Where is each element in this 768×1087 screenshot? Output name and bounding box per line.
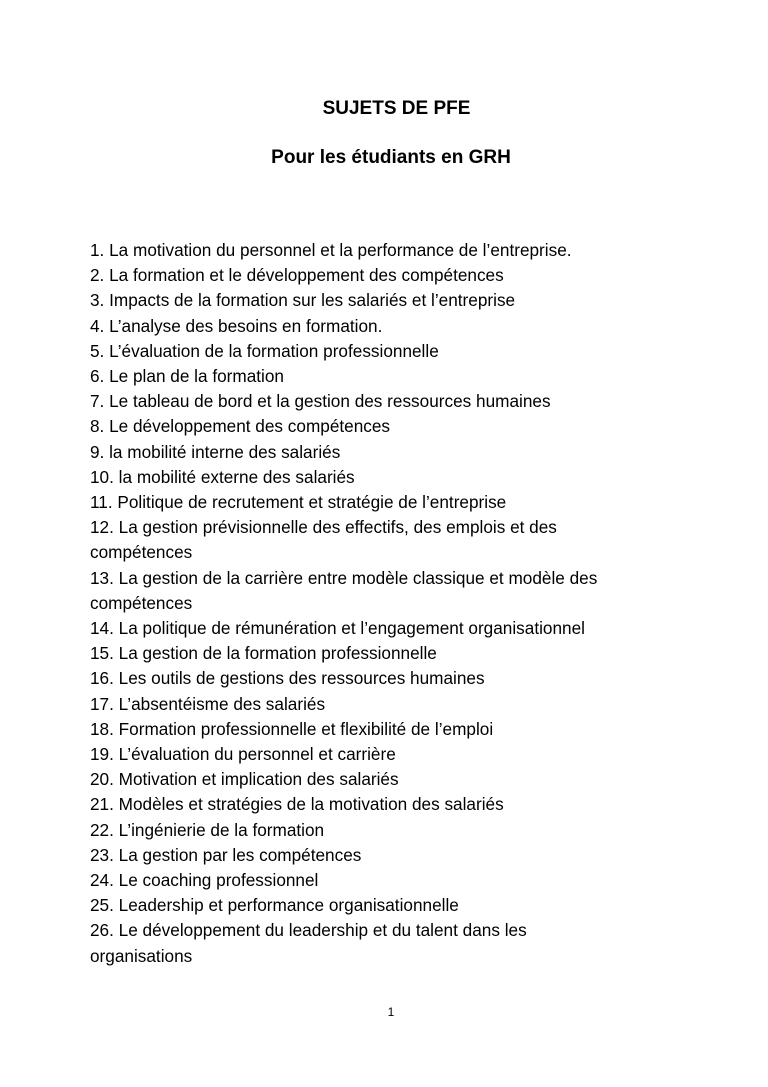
topic-line: 6. Le plan de la formation bbox=[90, 366, 284, 387]
topic-line: 16. Les outils de gestions des ressources humaines bbox=[90, 668, 485, 689]
topic-line: 15. La gestion de la formation professionnelle bbox=[90, 643, 437, 664]
topic-line: 5. L’évaluation de la formation professionnelle bbox=[90, 340, 439, 361]
topic-line: 26. Le développement du leadership et du talent dans les bbox=[90, 920, 527, 941]
topic-line: 22. L’ingénierie de la formation bbox=[90, 819, 325, 840]
topic-line: 2. La formation et le développement des compétences bbox=[90, 265, 504, 286]
topic-line: organisations bbox=[90, 945, 193, 966]
topic-line: 7. Le tableau de bord et la gestion des ressources humaines bbox=[90, 391, 551, 412]
topic-line: 24. Le coaching professionnel bbox=[90, 870, 319, 891]
topic-list bbox=[90, 238, 690, 969]
topic-line: 23. La gestion par les compétences bbox=[90, 844, 362, 865]
topic-line: compétences bbox=[90, 592, 193, 613]
topic-line: 11. Politique de recrutement et stratégie de l’entreprise bbox=[90, 492, 507, 513]
page-number: 1 bbox=[387, 1005, 395, 1019]
topic-line: 10. la mobilité externe des salariés bbox=[90, 466, 355, 487]
topic-line: 17. L’absentéisme des salariés bbox=[90, 693, 326, 714]
document-title: SUJETS DE PFE bbox=[322, 98, 471, 119]
topic-line: 12. La gestion prévisionnelle des effectifs, des emplois et des bbox=[90, 517, 557, 538]
topic-line: 21. Modèles et stratégies de la motivation des salariés bbox=[90, 794, 504, 815]
topic-line: 8. Le développement des compétences bbox=[90, 416, 391, 437]
topic-line: 18. Formation professionnelle et flexibilité de l’emploi bbox=[90, 718, 494, 739]
topic-line: 9. la mobilité interne des salariés bbox=[90, 441, 341, 462]
topic-line: 4. L’analyse des besoins en formation. bbox=[90, 315, 383, 336]
topic-line: 20. Motivation et implication des salariés bbox=[90, 769, 399, 790]
topic-line: 25. Leadership et performance organisationnelle bbox=[90, 895, 459, 916]
topic-line: 13. La gestion de la carrière entre modèle classique et modèle des bbox=[90, 567, 598, 588]
topic-line: compétences bbox=[90, 542, 193, 563]
topic-line: 3. Impacts de la formation sur les salariés et l’entreprise bbox=[90, 290, 516, 311]
topic-line: 14. La politique de rémunération et l’engagement organisationnel bbox=[90, 618, 585, 639]
topic-line: 19. L’évaluation du personnel et carrière bbox=[90, 744, 396, 765]
topic-line: 1. La motivation du personnel et la performance de l’entreprise. bbox=[90, 240, 572, 260]
document-subtitle: Pour les étudiants en GRH bbox=[271, 147, 511, 168]
